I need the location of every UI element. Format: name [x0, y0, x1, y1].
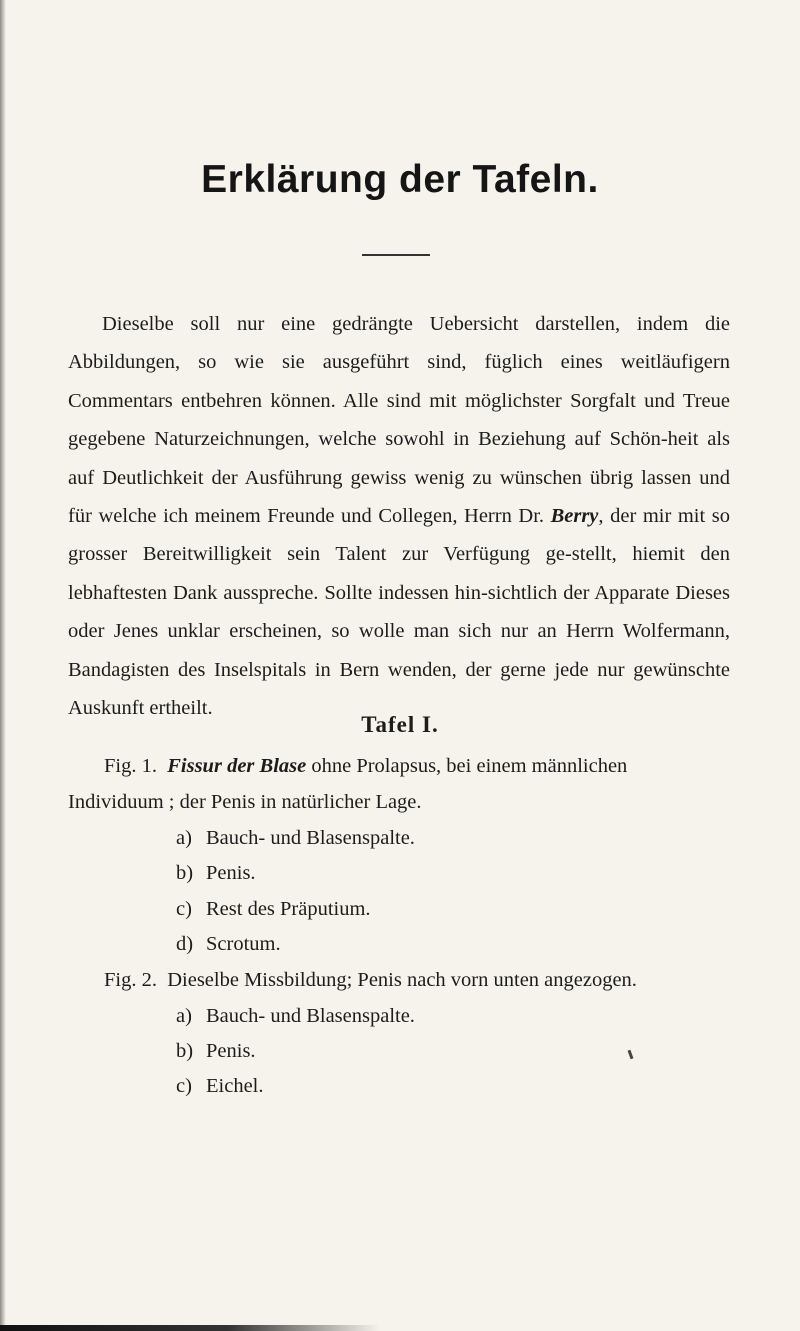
page-title: Erklärung der Tafeln. — [201, 158, 599, 201]
section-heading-tafel: Tafel I. — [361, 712, 439, 737]
page-edge-bottom-shadow — [0, 1325, 380, 1331]
fig1-line1 — [104, 752, 627, 780]
title-divider — [362, 254, 430, 256]
fig1-item-d — [176, 930, 281, 958]
ink-mark — [628, 1050, 634, 1059]
item-text: Bauch- und Blasenspalte. — [206, 1005, 415, 1027]
item-label: b) — [176, 1040, 194, 1062]
fig1-text: ohne Prolapsus, bei einem männlichen — [306, 755, 628, 777]
fig2-text: Dieselbe Missbildung; Penis nach vorn unten angezogen. — [167, 969, 637, 991]
item-label: a) — [176, 827, 192, 849]
fig1-line2: Individuum ; der Penis in natürlicher Lage. — [68, 791, 422, 813]
fig1-emphasis: Fissur der Blase — [167, 755, 307, 777]
fig2-line1 — [104, 966, 637, 994]
intro-text-part2: , der mir mit so grosser Bereitwilligkeit sein Talent zur Verfügung ge-stellt, hiemit den lebhaftesten Dank ausspreche. Sollte indessen hin-sichtlich der Apparate Dieses oder Jenes unklar erscheinen, so wolle man sich nur an Herrn Wolfermann, Bandagisten des Inselspitals in Bern wenden, der gerne jede nur gewünschte Auskunft ertheilt. — [68, 505, 730, 720]
fig2-item-a — [176, 1002, 415, 1030]
item-text: Penis. — [206, 1040, 256, 1062]
item-text: Eichel. — [206, 1075, 264, 1097]
intro-paragraph — [68, 305, 730, 727]
intro-text-part1: Dieselbe soll nur eine gedrängte Uebersicht darstellen, indem die Abbildungen, so wie sie ausgeführt sind, füglich eines weitläufigern Commentars entbehren können. Alle sind mit möglichster Sorgfalt und Treue gegebene Naturzeichnungen, welche sowohl in Beziehung auf Schön-heit als auf Deutlichkeit der Ausführung gewiss wenig zu wünschen übrig lassen und für welche ich meinem Freunde und Collegen, Herrn Dr. — [68, 313, 730, 528]
item-label: b) — [176, 862, 194, 884]
fig1-label: Fig. 1. — [104, 755, 157, 777]
fig1-item-a — [176, 824, 415, 852]
item-label: c) — [176, 898, 192, 920]
intro-name-berry: Berry — [550, 505, 599, 528]
fig2-item-c — [176, 1072, 264, 1100]
item-text: Bauch- und Blasenspalte. — [206, 827, 415, 849]
item-text: Penis. — [206, 862, 256, 884]
fig1-item-b — [176, 859, 256, 887]
item-label: a) — [176, 1005, 192, 1027]
item-label: d) — [176, 933, 194, 955]
item-label: c) — [176, 1075, 192, 1097]
fig2-item-b — [176, 1037, 256, 1065]
fig2-label: Fig. 2. — [104, 969, 157, 991]
item-text: Rest des Präputium. — [206, 898, 371, 920]
fig1-item-c — [176, 895, 371, 923]
item-text: Scrotum. — [206, 933, 281, 955]
